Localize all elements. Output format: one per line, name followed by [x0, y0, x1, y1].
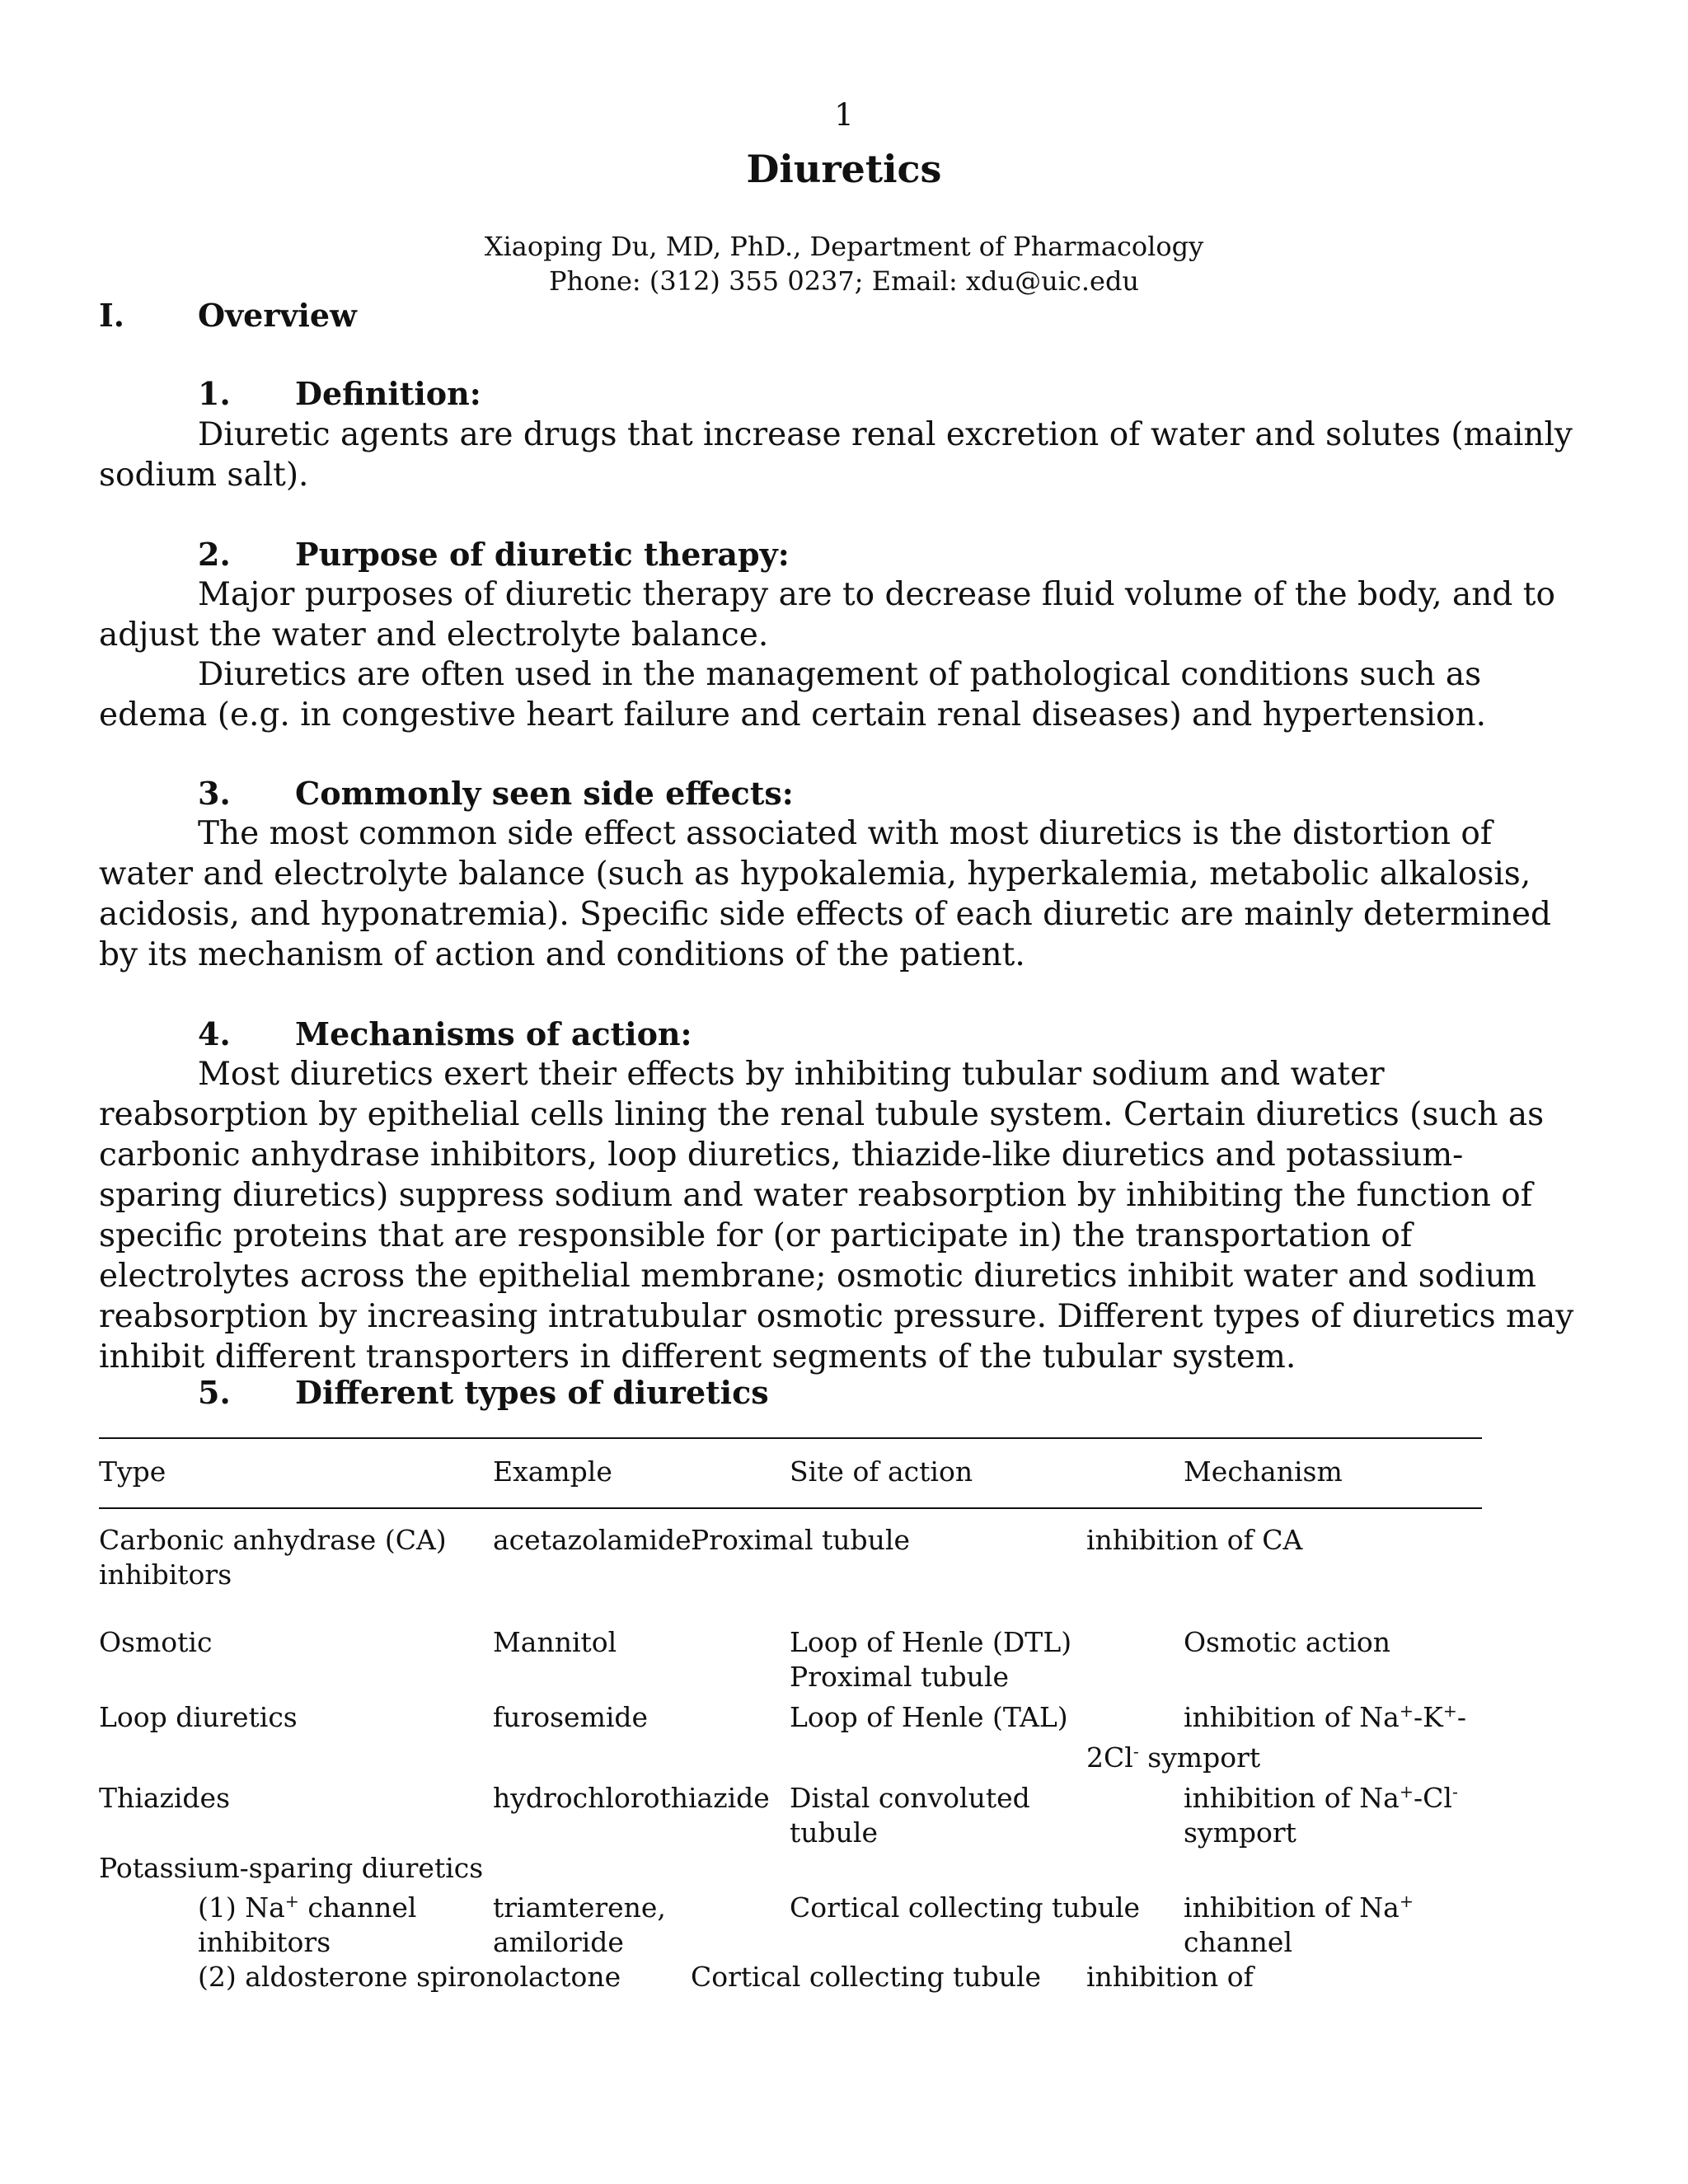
row-loop-type: Loop diuretics [99, 1701, 298, 1733]
row-ksparing-type: Potassium-sparing diuretics [99, 1852, 484, 1884]
row-osmotic-mechanism: Osmotic action [1184, 1626, 1391, 1658]
section-1-paragraph: Diuretic agents are drugs that increase renal excretion of water and solutes (mainly sodium salt). [99, 416, 1573, 494]
row-loop-site: Loop of Henle (TAL) [790, 1701, 1068, 1733]
section-2-number: 2. [198, 536, 231, 573]
table-top-rule [99, 1437, 1482, 1439]
author-block [0, 229, 1688, 298]
contact-line: Phone: (312) 355 0237; Email: xdu@uic.edu [548, 265, 1140, 297]
row-osmotic-example: Mannitol [493, 1626, 617, 1658]
row-ca-type: Carbonic anhydrase (CA) inhibitors [99, 1524, 447, 1591]
section-3-number: 3. [198, 775, 231, 812]
row-osmotic-site: Loop of Henle (DTL) Proximal tubule [790, 1626, 1072, 1693]
overview-numeral: I. [99, 297, 125, 334]
section-3-paragraph: The most common side effect associated with most diuretics is the distortion of water and electrolyte balance (such as hypokalemia, hyperkalemia, metabolic alkalosis, acidosis, and hyponatremia). Specific side effects of each diuretic are mainly determined by its mechanism of action and conditions of the patient. [99, 815, 1551, 973]
overview-title: Overview [198, 297, 357, 334]
row-na-channel-example: triamterene, amiloride [493, 1891, 666, 1958]
section-1-title: Definition: [295, 375, 481, 412]
page-number: 1 [834, 97, 854, 133]
row-loop-example: furosemide [493, 1701, 649, 1733]
section-3-title: Commonly seen side effects: [295, 775, 794, 812]
row-aldosterone-site: Cortical collecting tubule [691, 1961, 1042, 1993]
section-5-number: 5. [198, 1374, 231, 1411]
section-2-paragraph-1: Major purposes of diuretic therapy are to decrease fluid volume of the body, and to adjust the water and electrolyte balance. [99, 576, 1555, 654]
row-osmotic-type: Osmotic [99, 1626, 213, 1658]
section-4-paragraph: Most diuretics exert their effects by inhibiting tubular sodium and water reabsorption by epithelial cells lining the renal tubule system. Certain diuretics (such as carbonic anhydrase inhibitors, loop diuretics, thiazide-like diuretics and potassium-sparing diuretics) suppress sodium and water reabsorption by inhibiting the function of specific proteins that are responsible for (or participate in) the transportation of electrolytes across the epithelial membrane; osmotic diuretics inhibit water and sodium reabsorption by increasing intratubular osmotic pressure. Different types of diuretics may inhibit different transporters in different segments of the tubular system. [99, 1056, 1574, 1376]
section-2-title: Purpose of diuretic therapy: [295, 536, 790, 573]
section-5-title: Different types of diuretics [295, 1374, 769, 1411]
row-thiazide-mechanism: inhibition of Na+-Cl- symport [1184, 1782, 1458, 1849]
section-4-title: Mechanisms of action: [295, 1015, 692, 1052]
row-na-channel-type-cont: inhibitors [198, 1926, 331, 1958]
row-aldosterone-mechanism: inhibition of [1086, 1961, 1254, 1993]
table-header-type: Type [99, 1455, 166, 1488]
row-aldosterone-type: (2) aldosterone spironolactone [198, 1961, 621, 1993]
row-ca-example: acetazolamide [493, 1524, 692, 1556]
section-2-paragraph-2: Diuretics are often used in the management of pathological conditions such as edema (e.g. in congestive heart failure and certain renal diseases) and hypertension. [99, 656, 1486, 733]
row-na-channel-mechanism: inhibition of Na+ channel [1184, 1891, 1414, 1958]
table-header-rule [99, 1507, 1482, 1509]
table-header-example: Example [493, 1455, 612, 1488]
row-thiazide-site: Distal convoluted tubule [790, 1782, 1030, 1849]
author-line: Xiaoping Du, MD, PhD., Department of Pharmacology [484, 231, 1204, 262]
row-ca-site: Proximal tubule [691, 1524, 910, 1556]
row-thiazide-type: Thiazides [99, 1782, 231, 1814]
table-header-mechanism: Mechanism [1184, 1455, 1343, 1488]
section-4-number: 4. [198, 1015, 231, 1052]
row-loop-mechanism: inhibition of Na+-K+- [1184, 1701, 1467, 1733]
row-na-channel-site: Cortical collecting tubule [790, 1891, 1141, 1924]
table-header-site: Site of action [790, 1455, 973, 1488]
document-title: Diuretics [746, 147, 942, 191]
row-ca-mechanism: inhibition of CA [1086, 1524, 1303, 1556]
row-na-channel-type: (1) Na+ channel [198, 1891, 417, 1924]
section-1-number: 1. [198, 375, 231, 412]
row-thiazide-example: hydrochlorothiazide [493, 1782, 770, 1814]
row-loop-mechanism-cont: 2Cl- symport [1086, 1741, 1261, 1774]
